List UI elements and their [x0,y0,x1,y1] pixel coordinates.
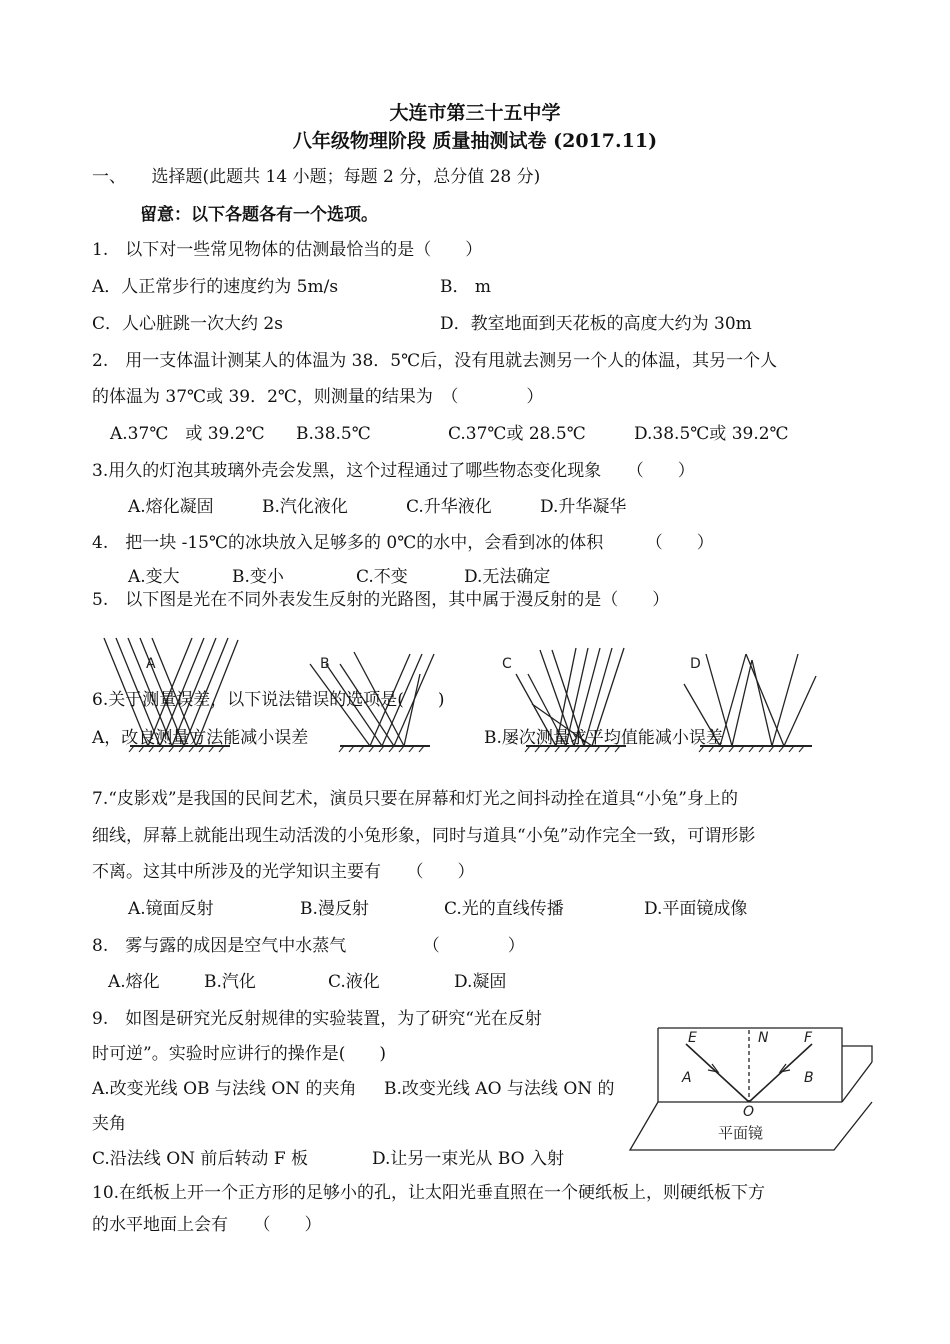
figure-caption-mirror: 平面镜 [718,1124,764,1142]
q6-option-b: B.屡次测量求平均值能减小误差 [484,728,723,748]
figure-label-a-ray: A [682,1070,692,1086]
reflection-apparatus-figure [628,1020,878,1160]
figure-label-o: O [743,1104,755,1120]
q7-line-1: 7.“皮影戏”是我国的民间艺术，演员只要在屏幕和灯光之间抖动拴在道具“小兔”身上的 [92,789,738,809]
figure-label-b: B [320,656,330,672]
q2-line-2: 的体温为 37℃或 39．2℃，则测量的结果为 （ ） [92,387,544,407]
school-name: 大连市第三十五中学 [389,102,561,124]
q2-option-d: D.38.5℃或 39.2℃ [634,424,789,444]
q9-option-c: C.沿法线 ON 前后转动 F 板 [92,1149,309,1169]
q3-option-c: C.升华液化 [406,497,492,517]
q2-option-a: A.37℃ 或 39.2℃ [110,424,265,444]
q2-option-c: C.37℃或 28.5℃ [448,424,586,444]
q4-option-b: B.变小 [232,567,284,587]
q9-option-b: B.改变光线 AO 与法线 ON 的 [384,1079,615,1099]
q10-line-2: 的水平地面上会有 （ ） [92,1215,322,1235]
q2-line-1: 2. 用一支体温计测某人的体温为 38．5℃后，没有甩就去测另一个人的体温，其另一个人 [92,351,778,371]
q3-option-a: A.熔化凝固 [128,497,214,517]
section-heading: 一、 选择题(此题共 14 小题；每题 2 分，总分值 28 分) [92,167,541,187]
q8-option-d: D.凝固 [454,972,507,992]
q7-option-c: C.光的直线传播 [444,899,564,919]
section-note: 留意：以下各题各有一个选项。 [140,205,378,225]
figure-label-c: C [502,656,512,672]
q7-option-b: B.漫反射 [300,899,369,919]
q4-option-c: C.不变 [356,567,408,587]
figure-label-a: A [146,656,156,672]
q6-stem: 6.关于测量误差，以下说法错误的选项是( ) [92,690,445,710]
q1-option-d: D．教室地面到天花板的高度大约为 30m [440,314,752,334]
exam-title: 八年级物理阶段 质量抽测试卷 (2017.11) [292,130,658,152]
figure-label-b-ray: B [804,1070,814,1086]
q6-option-a: A，改良测量方法能减小误差 [92,728,309,748]
q8-option-a: A.熔化 [108,972,160,992]
q1-stem: 1. 以下对一些常见物体的估测最恰当的是（ ） [92,240,483,260]
q4-option-a: A.变大 [128,567,180,587]
q1-option-a: A．人正常步行的速度约为 5m/s [92,277,339,297]
q3-option-d: D.升华凝华 [540,497,627,517]
q10-line-1: 10.在纸板上开一个正方形的足够小的孔，让太阳光垂直照在一个硬纸板上，则硬纸板下方 [92,1183,766,1203]
q8-option-b: B.汽化 [204,972,256,992]
figure-label-d: D [690,656,701,672]
q7-option-a: A.镜面反射 [128,899,214,919]
figure-label-e: E [688,1030,697,1046]
q2-option-b: B.38.5℃ [296,424,371,444]
q3-stem: 3.用久的灯泡其玻璃外壳会发黑，这个过程通过了哪些物态变化现象 （ ） [92,461,695,481]
q5-stem: 5. 以下图是光在不同外表发生反射的光路图，其中属于漫反射的是（ ） [92,590,670,610]
q3-option-b: B.汽化液化 [262,497,348,517]
q8-stem: 8. 雾与露的成因是空气中水蒸气 （ ） [92,936,525,956]
q7-option-d: D.平面镜成像 [644,899,748,919]
q9-option-a: A.改变光线 OB 与法线 ON 的夹角 [92,1079,357,1099]
q7-line-2: 细线，屏幕上就能出现生动活泼的小兔形象，同时与道具“小兔”动作完全一致，可谓形影 [92,826,756,846]
q9-line-1: 9. 如图是研究光反射规律的实验装置，为了研究“光在反射 [92,1009,542,1029]
q1-option-b: B． m [440,277,492,297]
q9-option-d: D.让另一束光从 BO 入射 [372,1149,564,1169]
figure-label-f: F [804,1030,813,1046]
q7-line-3: 不离。这其中所涉及的光学知识主要有 （ ） [92,862,475,882]
q4-option-d: D.无法确定 [464,567,551,587]
figure-label-n: N [758,1030,769,1046]
q1-option-c: C．人心脏跳一次大约 2s [92,314,283,334]
q9-line-2: 时可逆”。实验时应讲行的操作是( ) [92,1044,386,1064]
q4-stem: 4. 把一块 -15℃的冰块放入足够多的 0℃的水中，会看到冰的体积 （ ） [92,533,714,553]
q8-option-c: C.液化 [328,972,380,992]
q9-option-b-continued: 夹角 [92,1114,126,1134]
